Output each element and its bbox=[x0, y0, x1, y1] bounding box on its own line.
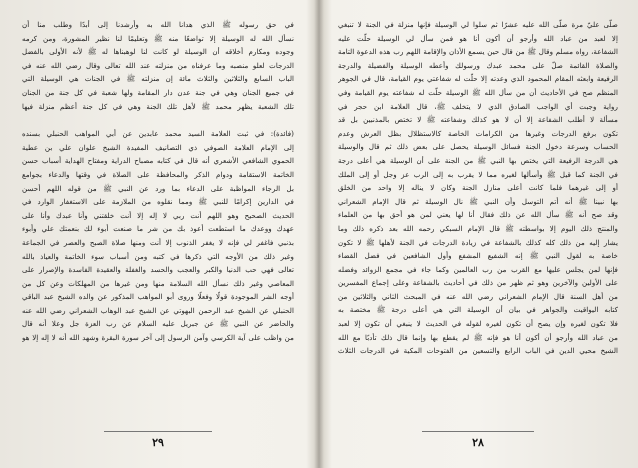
text-line: المنظم صح في الأحاديث أن من سأل الله ﷺ الوسيلة حلّت له شفاعته يوم القيامة وفي bbox=[338, 87, 618, 97]
text-line: والمنتج ذلك اليوم إلا بواسطته ﷺ قال الإمام السبكي رحمه الله بعد ذكره ذلك وما bbox=[338, 223, 618, 233]
text-line: نسأل الله له الوسيلة إلا تواضعًا منه ﷺ وتعليمًا لنا نظير المشورة، ومن كرمه bbox=[22, 33, 294, 43]
text-line: والصلاة القائمة صلّ على محمد عبدك ورسولك وأعطه الوسيلة والفضيلة والدرجة bbox=[338, 60, 618, 70]
text-line: عهدك ووعدك ما استطعت أعوذ بك من شر ما صنعت أبوء لك بنعمتك علي وأبوء bbox=[22, 224, 294, 234]
text-line: الخاتمة الاستقامة ودوام الذكر والمحافظة على الصلاة في وقتها والدعاء بجوامع bbox=[22, 169, 294, 179]
text-line: فلا تكون لغيره وإن يصح أن تكون لغيره لقوله في الحديث لا ينبغي أن تكون إلا لعبد bbox=[338, 319, 618, 329]
text-line: بها نبينا ﷺ أنه أتم التوسل وأن النبي ﷺ نال الوسيلة ثم قال الإمام الشعراني bbox=[338, 196, 618, 206]
text-line: الرفيعة وابعثه المقام المحمود الذي وعدته إلا حلّت له شفاعتي يوم القيامة، قال في الجوهر bbox=[338, 74, 618, 84]
left-note-text bbox=[22, 127, 294, 345]
text-line: في حق رسوله ﷺ الذي هدانا الله به وأرشدنا إلى أبدًا وطلب منا أن bbox=[22, 20, 294, 29]
text-line: الحديث الصحيح وهو اللهم أنت ربي لا إله إلا أنت خلقتني وأنا عبدك وأنا على bbox=[22, 210, 294, 220]
text-line: بل الرجاء المواظبة على الدعاء بما ورد عن النبي ﷺ من قوله اللهم أحسن bbox=[22, 183, 294, 193]
text-line: أو إلى غيرهما فلما كانت أعلى منازل الجنة وكان لا يناله إلا واحد من الخلق bbox=[338, 183, 618, 193]
text-line: الحنبلي عن الشيخ عبد الرحمن البهوتي عن الشيخ عبد الوهاب الشعراني رضي الله عنه bbox=[22, 305, 294, 315]
text-line: في الدارين إكرامًا للنبي ﷺ ومما نقلوه من الملازمة على الاستغفار الوارد في bbox=[22, 197, 294, 207]
text-line: الشفاعة، رواه مسلم وقال ﷺ من قال حين يسمع الأذان والإقامة اللهم رب هذه الدعوة التامة bbox=[338, 47, 618, 57]
text-line: هي الدرجة الرفيعة التي يختص بها النبي ﷺ من الجنة على أن الوسيلة هي أعلى درجة bbox=[338, 155, 618, 165]
text-line: تلك الشعبة يظهر محمد ﷺ لأهل تلك الجنة وهي في كل جنة أعظم منزلة فيها bbox=[22, 101, 294, 111]
text-line: أوجه الشر الموجودة قولًا وفعلًا وروى أبو المواهب المذكور عن والده الشيخ عبد الباقي bbox=[22, 292, 294, 302]
text-line: المعاصي وغير ذلك نسأل الله السلامة منها ومن غيرها من المهلكات وعن كل من bbox=[22, 278, 294, 288]
text-line: في جميع الجنان وهي في جنة عدن دار المقامة ولها شعبة في كل جنة من الجنان bbox=[22, 87, 294, 97]
text-line: خاصة به لقول النبي ﷺ إنه الشفيع المشفع وأول الشافعين في فضل القضاء bbox=[338, 251, 618, 261]
text-line: وجوده ومكارم أخلاقه أن الوسيلة لو كانت لنا لوهبناها له ﷺ لأنه الأولى بالفضل bbox=[22, 47, 294, 57]
footer-rule bbox=[104, 431, 213, 432]
text-line: الدرجات لعلو منصبه وما عرفناه من منزلته عند الله تعالى وقال رضي الله عنه في bbox=[22, 60, 294, 70]
right-page bbox=[338, 18, 618, 458]
text-line: كتابه اليواقيت والجواهر في بيان أن الوسيلة التي هي أعلى درجة ﷺ مختصة به bbox=[338, 305, 618, 315]
text-line: إلى الإمام العلامة الصوفي ذي التصانيف المفيدة الشيخ علوان علي بن عطية bbox=[22, 142, 294, 152]
text-line: الحموي الشافعي الأشعري أنه قال في كتابه مصباح الدراية ومفتاح الهداية أسباب حسن bbox=[22, 156, 294, 166]
right-main-text bbox=[338, 18, 618, 358]
book-gutter bbox=[314, 0, 324, 468]
text-line: والحاضر عن النبي ﷺ عن جبريل عليه السلام عن رب العزة جل وعلا أنه قال bbox=[22, 319, 294, 329]
text-line: تكون برفع الدرجات وغيرها من الكرامات الخاصة كالاستظلال بظل العرش وعدم bbox=[338, 128, 618, 138]
page-number: ٢٩ bbox=[152, 436, 164, 450]
text-line: على الأولين والآخرين وهو ثم ظهر من ذلك في أحاديث بالشفاعة وعلى إجماع المفسرين bbox=[338, 278, 618, 288]
text-line: من عباد الله وأرجو أن أكون أنا هو فإنه ﷺ لم يقطع بها وإنما قال ذلك تأدبًا مع الله bbox=[338, 332, 618, 342]
text-line: الباب السابع والثلاثين والثلاث مائة إن منزلته ﷺ في الجنات هي الوسيلة التي bbox=[22, 74, 294, 84]
text-line: بذنبي فاغفر لي فإنه لا يغفر الذنوب إلا أنت ومنها صلاة الصبح والعصر في الجماعة bbox=[22, 237, 294, 247]
left-main-text bbox=[22, 18, 294, 113]
text-line: فإنها لمن يجلس عليها مع القرب من رب العالمين وكما جاء في مجمع الزوائد وفضله bbox=[338, 264, 618, 274]
text-line: وغير ذلك من الأوجه التي ذكرها في كتبه ومن أسباب سوء الخاتمة والعياذ بالله bbox=[22, 251, 294, 261]
left-page bbox=[22, 18, 294, 458]
footer-rule bbox=[422, 431, 534, 432]
text-line: تعالى فهي حب الدنيا والكبر والعجب والحسد والغفلة والعقيدة الفاسدة والإصرار على bbox=[22, 265, 294, 275]
text-line: يشار إليه من ذلك كله كذلك بالشفاعة في زيادة الدرجات في الجنة لأهلها ﷺ لا تكون bbox=[338, 237, 618, 247]
text-line: وقد صح أنه ﷺ سأل الله عن ذلك فقال أنا لها يعني لمن هو أحق بها من العلماء bbox=[338, 210, 618, 220]
text-line: إلا لعبد من عباد الله وأرجو أن أكون أنا هو فمن سأل لي الوسيلة حلّت عليه bbox=[338, 33, 618, 43]
text-line: الشيخ محيي الدين في الباب الرابع والتسعين من الفتوحات المكية في الدرجات الثلاث bbox=[338, 346, 618, 356]
text-line: (فائدة): في ثبت العلامة السيد محمد عابدين عن أبي المواهب الحنبلي بسنده bbox=[22, 129, 294, 139]
text-line: الحساب وسرعة دخول الجنة فسائل الوسيلة يحصل على بعض ذلك ثم قال والوسيلة bbox=[338, 142, 618, 152]
text-line: رواية وجبت أي الواجب الصادق الذي لا يتخلف ﷺ، قال العلامة ابن حجر في bbox=[338, 101, 618, 111]
text-line: مسألة لا أطلب الشفاعة إلا أن لا هو كذلك وشفاعته ﷺ لا تختص بالمذنبين بل قد bbox=[338, 115, 618, 125]
text-line: من أهل السنة قال الإمام الشعراني رضي الله عنه في المبحث الثاني والثلاثين من bbox=[338, 291, 618, 301]
text-line: صلّى عليّ مرة صلّى الله عليه عشرًا ثم سلوا لي الوسيلة فإنها منزلة في الجنة لا تنبغي bbox=[338, 20, 618, 29]
text-line: في الجنة كما قيل ﷺ وأسألها لغيره مما لا يقرب به إلى الرب عز وجل أو إلى الملك bbox=[338, 169, 618, 179]
text-line: من واظب على آية الكرسي وآمن الرسول إلى آخر سورة البقرة وشهد الله أنه لا إله إلا هو bbox=[22, 333, 294, 343]
page-number: ٢٨ bbox=[472, 436, 484, 450]
